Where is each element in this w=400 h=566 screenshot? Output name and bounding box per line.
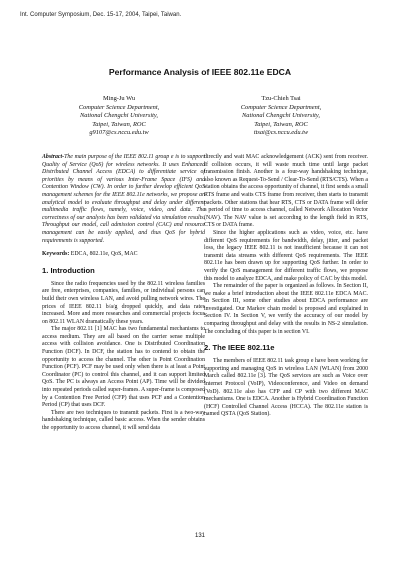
author-block-2 <box>201 95 361 138</box>
author-name: Tzu-Chieh Tsai <box>261 95 301 102</box>
author-location: Taipei, Taiwan, ROC <box>92 120 146 128</box>
page-number: 131 <box>194 533 205 539</box>
author-university: National Chengchi University, <box>242 112 320 120</box>
author-location: Taipei, Taiwan, ROC <box>254 120 308 128</box>
keywords-text: EDCA, 802.11e, QoS, MAC <box>70 251 138 258</box>
author-department: Computer Science Department, <box>240 103 322 111</box>
author-email: ttsai@cs.nccu.edu.tw <box>253 129 309 137</box>
author-university: National Chengchi University, <box>80 112 158 120</box>
author-email: g9107@cs.nccu.edu.tw <box>89 129 149 137</box>
running-header: Int. Computer Symposium, Dec. 15-17, 2004, Taipei, Taiwan. <box>20 12 182 18</box>
abstract-text: The main purpose of the IEEE 802.11 group e is to support Quality of Service (QoS) for wireless networks. It uses Enhanced Distributed Channel Access (EDCA) to differentiate service of priorities by means of various Inter-Frame Space (IFS) and Contention Window (CW). In order to further develop efficient QoS management schemes for the IEEE 802.11e networks, we propose an analytical model to evaluate throughput and delay under different multimedia traffic flows, namely, voice, video, and data. The correctness of our analysis has been validated via simulation results. Throughput our model, call admission control (CAC) and resource management can be easily applied, and thus QoS for hybrid requirements is supported. <box>42 154 205 244</box>
body-paragraph: Since the higher applications such as video, voice, etc. have different QoS requirements for bandwidth, delay, jitter, and packet loss, the legacy IEEE 802.11 is not insufficient because it can not transmit data streams with different QoS requirements. The IEEE 802.11e has been drawn up for supporting QoS further. In order to verify the QoS management for different traffic flows, we propose this model to analyze EDCA, and make policy of CAC by this model. <box>204 229 368 282</box>
section-heading-ieee-80211e: 2. The IEEE 802.11e <box>204 343 275 353</box>
body-paragraph: The members of IEEE 802.11 task group e have been working for supporting and managing QoS in wireless LAN (WLAN) from 2000 March called 802.11e [3]. The QoS services are such as Voice over Internet Protocol (VoIP), Videoconference, and Video on demand (VoD). 802.11e also has CFP and CP with two different MAC mechanisms. One is EDCA. Another is Hybrid Coordination Function (HCF) Controlled Channel Access (HCCA). The 802.11e station is named QSTA (QoS Station). <box>204 358 368 418</box>
body-paragraph: directly and wait MAC acknowledgement (ACK) sent from receiver. If collision occurs, it will waste much time until large packet transmission finish. Another is a four-way handshaking technique, also known as Request-To-Send / Clear-To-Send (RTS/CTS). When a station obtains the access opportunity of channel, it first sends a small RTS frame and waits CTS frame from receiver, then starts to transmit packets. Other stations that hear RTS, CTS or DATA frame will defer a period of time to access channel, called Network Allocation Vector (NAV). The NAV value is set according to the length field in RTS, CTS or DATA frame. <box>204 154 368 229</box>
paper-title: Performance Analysis of IEEE 802.11e EDCA <box>108 67 292 77</box>
body-paragraph: The major 802.11 [1] MAC has two fundamental mechanisms to access medium. They are all based on the carrier sense multiple access with collision avoidance. One is Distributed Coordination Function (DCF). In DCF, the station has to contend to obtain the opportunity to access the channel. The other is Point Coordination Function (PCF). PCF may be used only when there is at least a Point Coordinator (PC) to control this channel, and it can support limited QoS. The PC is always an Access Point (AP). Time will be divided into repeated periods called super-frames. A super-frame is composed by a Contention Free Period (CFP) that uses PCF and a Contention Period (CP) that uses DCF. <box>42 326 205 409</box>
section-heading-introduction: 1. Introduction <box>42 265 95 275</box>
keywords <box>42 251 205 259</box>
abstract-label: Abstract- <box>42 154 65 160</box>
author-block-1 <box>39 95 199 138</box>
right-column <box>204 154 368 419</box>
author-name: Ming-Ju Wu <box>102 95 136 102</box>
abstract <box>42 154 205 245</box>
left-column <box>42 154 205 433</box>
author-department: Computer Science Department, <box>78 103 160 111</box>
body-paragraph: The remainder of the paper is organized as follows. In Section II, we make a brief introduction about the IEEE 802.11e EDCA MAC. In Section III, some other studies about EDCA performance are investigated. Our Markov chain model is proposed and explained in Section IV. In Section V, we verify the accuracy of our model by comparing throughput and delay with the results in NS-2 simulation. The concluding of this paper is in section VI. <box>204 283 368 335</box>
keywords-label: Keywords: <box>42 251 70 258</box>
body-paragraph: There are two techniques to transmit packets. First is a two-way handshaking technique, called basic access. When the sender obtains the opportunity to access channel, it will send data <box>42 409 205 431</box>
body-paragraph: Since the radio frequencies used by the 802.11 wireless families are free, enterprises, companies, families, or individual persons can build their own wireless LAN, and avoid pulling network wires. The prices of IEEE 802.11 b/a/g dropped quickly, and data rates increased. More and more researches and commercial projects focus on 802.11 WLAN dramatically these years. <box>42 280 205 325</box>
